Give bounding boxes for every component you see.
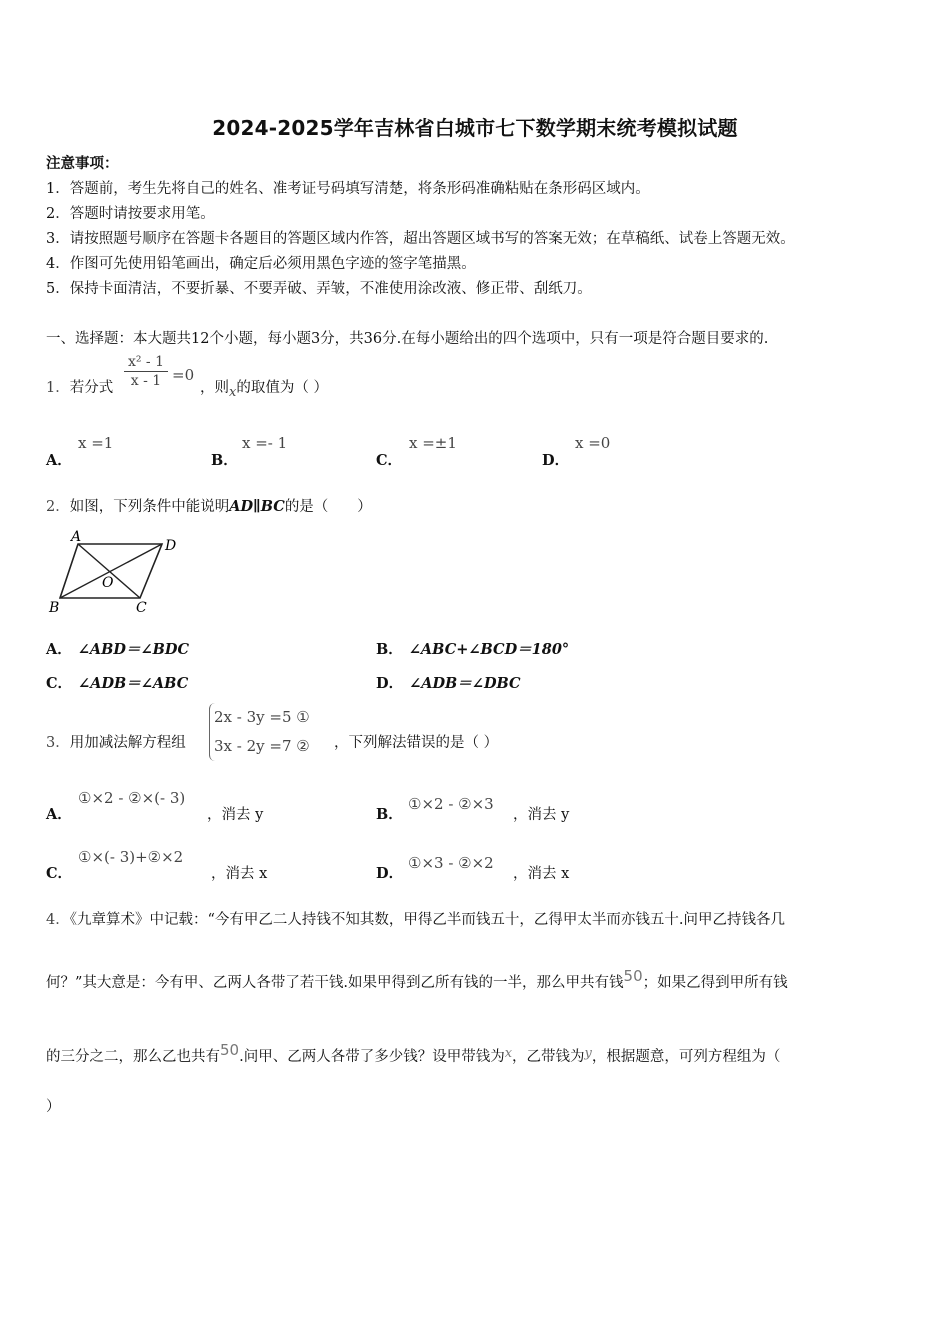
- q3-option-d[interactable]: [376, 862, 403, 883]
- equation-2: 3x - 2y =7 ②: [214, 737, 310, 755]
- q3-option-c-math: ①×(- 3)+②×2: [78, 848, 184, 866]
- question-text-mid: ，则: [200, 380, 229, 396]
- parallel-relation: AD∥BC: [229, 498, 285, 515]
- question-text: ；如果乙得到甲所有钱: [642, 975, 788, 991]
- question-text: .问甲、乙两人各带了多少钱？设甲带钱为: [239, 1049, 505, 1065]
- question-text: 用加减法解方程组: [69, 735, 186, 751]
- label-a: A: [71, 529, 82, 545]
- question-1: [46, 376, 113, 397]
- notice-item-5: 5．保持卡面清洁，不要折暴、不要弄破、弄皱，不准使用涂改液、修正带、刮纸刀。: [46, 281, 592, 297]
- section-heading: 一、选择题：本大题共12个小题，每小题3分，共36分.在每小题给出的四个选项中，只有一项是符合题目要求的.: [46, 331, 769, 347]
- option-label: D．: [542, 452, 570, 469]
- equals-zero: =0: [172, 366, 195, 384]
- equation-system: [209, 703, 310, 761]
- q3-option-a-math: ①×2 - ②×(- 3): [78, 789, 186, 807]
- question-number: 3．: [46, 735, 70, 751]
- q1-option-b-math: x =- 1: [242, 434, 288, 452]
- question-text: 如图，下列条件中能说明: [69, 499, 230, 515]
- q1-option-b[interactable]: [211, 449, 238, 470]
- notice-item-2: 2．答题时请按要求用笔。: [46, 206, 215, 222]
- number-fifty: 50: [623, 967, 643, 985]
- notice-item-3: 3．请按照题号顺序在答题卡各题目的答题区域内作答，超出答题区域书写的答案无效；在草稿纸、试卷上答题无效。: [46, 231, 795, 247]
- option-label: D．: [376, 675, 404, 692]
- fraction-denominator: x - 1: [130, 373, 162, 389]
- q3-option-a-tail: ，消去 y: [207, 807, 264, 823]
- q3-option-d-math: ①×3 - ②×2: [408, 854, 494, 872]
- q3-option-b-tail: ，消去 y: [513, 807, 570, 823]
- page-title: 2024-2025学年吉林省白城市七下数学期末统考模拟试题: [212, 116, 738, 140]
- q3-option-b-math: ①×2 - ②×3: [408, 795, 494, 813]
- label-c: C: [136, 600, 147, 616]
- variable-x: x: [504, 1046, 513, 1061]
- question-text: 何？”其大意是：今有甲、乙两人各带了若干钱.如果甲得到乙所有钱的一半，那么甲共有钱: [46, 975, 624, 991]
- option-label: B．: [376, 641, 403, 658]
- q1-option-d-math: x =0: [575, 434, 611, 452]
- question-3-end: ，下列解法错误的是（ ）: [334, 735, 499, 751]
- q1-option-a-math: x =1: [78, 434, 114, 452]
- fraction-numerator: x² - 1: [127, 354, 165, 370]
- question-2: [46, 495, 372, 516]
- parallelogram-figure: [44, 526, 190, 618]
- question-text: 的三分之二，那么乙也共有: [46, 1049, 220, 1065]
- q3-option-a[interactable]: [46, 803, 72, 824]
- fraction-bar: [124, 371, 168, 372]
- option-label: A．: [46, 452, 72, 469]
- q1-option-d[interactable]: [542, 449, 569, 470]
- label-o: O: [102, 575, 114, 591]
- fraction: [124, 354, 168, 389]
- question-4-line-2: [46, 967, 788, 992]
- label-b: B: [49, 600, 60, 616]
- question-text: ，乙带钱为: [512, 1049, 585, 1065]
- option-text: ∠ADB＝∠DBC: [409, 675, 521, 692]
- option-label: B．: [376, 806, 403, 823]
- q3-option-c-tail: ，消去 x: [211, 866, 268, 882]
- q3-option-c[interactable]: [46, 862, 72, 883]
- option-text: ∠ADB＝∠ABC: [78, 675, 189, 692]
- question-text: 《九章算术》中记载：“今有甲乙二人持钱不知其数，甲得乙半而钱五十，乙得甲太半而亦钱五十.问甲乙持钱各几: [69, 912, 786, 928]
- question-number: 4．: [46, 912, 70, 928]
- q1-option-c-math: x =±1: [409, 434, 457, 452]
- variable-y: y: [584, 1046, 592, 1061]
- question-number: 1．: [46, 380, 70, 396]
- question-4-line-3: [46, 1041, 781, 1066]
- notice-item-1: 1．答题前，考生先将自己的姓名、准考证号码填写清楚，将条形码准确粘贴在条形码区域内。: [46, 181, 650, 197]
- number-fifty: 50: [220, 1041, 240, 1059]
- question-text: ，根据题意，可列方程组为（: [591, 1049, 781, 1065]
- option-label: A．: [46, 641, 72, 658]
- notice-heading: 注意事项：: [46, 155, 119, 172]
- option-label: A．: [46, 806, 72, 823]
- question-text-continued: [200, 376, 328, 400]
- q2-option-d[interactable]: [376, 672, 521, 693]
- option-label: C．: [46, 865, 73, 882]
- question-text-end: 的取值为（ ）: [236, 380, 328, 396]
- option-label: B．: [211, 452, 238, 469]
- notice-item-4: 4．作图可先使用铅笔画出，确定后必须用黑色字迹的签字笔描黑。: [46, 256, 476, 272]
- equation-1: 2x - 3y =5 ①: [214, 708, 310, 726]
- question-4-line-4: ）: [46, 1099, 61, 1115]
- question-3: [46, 731, 186, 752]
- q1-option-c[interactable]: [376, 449, 402, 470]
- q2-option-a[interactable]: [46, 638, 189, 659]
- variable-x: x: [229, 385, 237, 400]
- option-label: D．: [376, 865, 404, 882]
- option-text: ∠ABC+∠BCD＝180°: [408, 641, 570, 658]
- q1-option-a[interactable]: [46, 449, 72, 470]
- option-text: ∠ABD＝∠BDC: [77, 641, 190, 658]
- option-label: C．: [46, 675, 73, 692]
- label-d: D: [165, 538, 177, 554]
- question-number: 2．: [46, 499, 70, 515]
- question-text: 若分式: [69, 380, 114, 396]
- q2-option-c[interactable]: [46, 672, 188, 693]
- q2-option-b[interactable]: [376, 638, 569, 659]
- question-4-line-1: [46, 908, 785, 929]
- option-label: C．: [376, 452, 403, 469]
- question-text-end: 的是（ ）: [284, 499, 372, 515]
- q3-option-d-tail: ，消去 x: [513, 866, 570, 882]
- q3-option-b[interactable]: [376, 803, 403, 824]
